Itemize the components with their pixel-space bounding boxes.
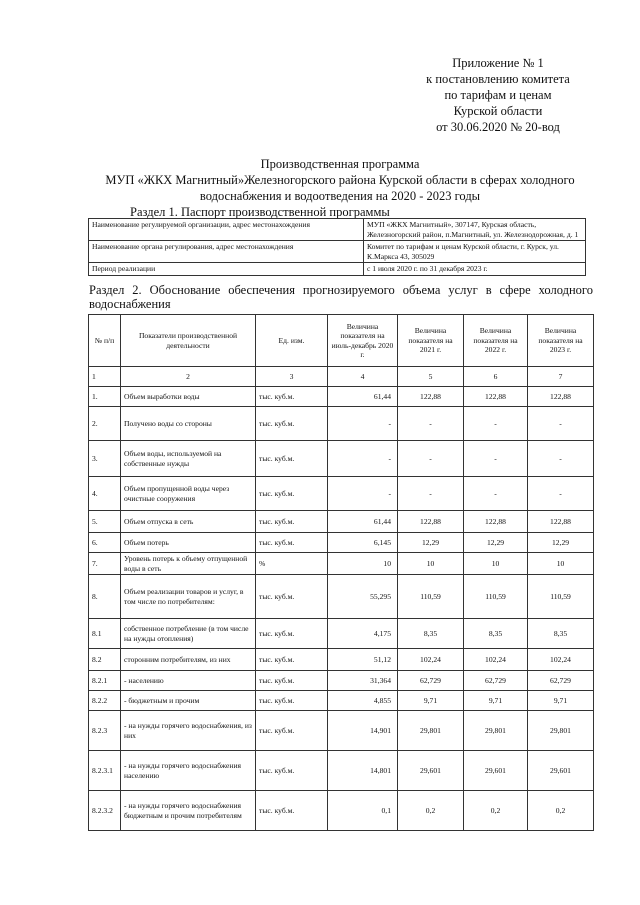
document-title — [60, 156, 620, 204]
indicator-name: - на нужды горячего водоснабжения бюджетным и прочим потребителям — [121, 791, 256, 831]
column-number: 7 — [528, 367, 594, 387]
table-row — [89, 533, 594, 553]
value-cell: 12,29 — [528, 533, 594, 553]
value-cell: 62,729 — [528, 671, 594, 691]
unit-cell: тыс. куб.м. — [256, 407, 328, 441]
production-table — [88, 314, 594, 831]
title-line: МУП «ЖКХ Магнитный»Железногорского района Курской области в сферах холодного — [105, 173, 575, 187]
unit-cell: % — [256, 553, 328, 575]
unit-cell: тыс. куб.м. — [256, 477, 328, 511]
header-cell: Показатели производственной деятельности — [121, 315, 256, 367]
value-cell: 9,71 — [528, 691, 594, 711]
value-cell: - — [528, 477, 594, 511]
appendix-line: по тарифам и ценам — [444, 88, 552, 102]
table-row — [89, 407, 594, 441]
column-number: 3 — [256, 367, 328, 387]
unit-cell: тыс. куб.м. — [256, 387, 328, 407]
value-cell: 102,24 — [464, 649, 528, 671]
value-cell: 9,71 — [464, 691, 528, 711]
value-cell: 102,24 — [398, 649, 464, 671]
value-cell: 8,35 — [528, 619, 594, 649]
header-cell: Величина показателя на 2021 г. — [398, 315, 464, 367]
value-cell: 0,1 — [328, 791, 398, 831]
appendix-block — [398, 55, 598, 135]
value-cell: 12,29 — [464, 533, 528, 553]
value-cell: - — [328, 441, 398, 477]
value-cell: 8,35 — [464, 619, 528, 649]
value-cell: 122,88 — [398, 511, 464, 533]
value-cell: 29,801 — [528, 711, 594, 751]
title-line: водоснабжения и водоотведения на 2020 - 2023 годы — [199, 189, 481, 203]
header-cell: Ед. изм. — [256, 315, 328, 367]
value-cell: - — [464, 477, 528, 511]
indicator-name: - на нужды горячего водоснабжения населению — [121, 751, 256, 791]
value-cell: 8,35 — [398, 619, 464, 649]
unit-cell: тыс. куб.м. — [256, 649, 328, 671]
passport-table — [88, 218, 586, 276]
value-cell: 14,901 — [328, 711, 398, 751]
value-cell: 62,729 — [464, 671, 528, 691]
appendix-line: от 30.06.2020 № 20-вод — [436, 120, 560, 134]
table-row — [89, 477, 594, 511]
value-cell: 0,2 — [464, 791, 528, 831]
value-cell: 6,145 — [328, 533, 398, 553]
column-number: 6 — [464, 367, 528, 387]
row-number: 8.2.2 — [89, 691, 121, 711]
table-row — [89, 751, 594, 791]
unit-cell: тыс. куб.м. — [256, 511, 328, 533]
row-number: 8.2.3 — [89, 711, 121, 751]
value-cell: 10 — [528, 553, 594, 575]
passport-value: с 1 июля 2020 г. по 31 декабря 2023 г. — [364, 263, 586, 276]
value-cell: - — [528, 407, 594, 441]
table-row — [89, 441, 594, 477]
header-cell: Величина показателя на 2023 г. — [528, 315, 594, 367]
section1-heading: Раздел 1. Паспорт производственной программы — [130, 205, 390, 219]
row-number: 3. — [89, 441, 121, 477]
value-cell: - — [398, 477, 464, 511]
value-cell: 29,801 — [398, 711, 464, 751]
value-cell: 31,364 — [328, 671, 398, 691]
indicator-name: собственное потребление (в том числе на нужды отопления) — [121, 619, 256, 649]
value-cell: 29,601 — [398, 751, 464, 791]
row-number: 8.2.1 — [89, 671, 121, 691]
value-cell: - — [528, 441, 594, 477]
passport-value: Комитет по тарифам и ценам Курской области, г. Курск, ул. К.Маркса 43, 305029 — [364, 241, 586, 263]
value-cell: 61,44 — [328, 387, 398, 407]
value-cell: - — [328, 407, 398, 441]
value-cell: 10 — [328, 553, 398, 575]
appendix-line: Курской области — [453, 104, 543, 118]
table-row — [89, 387, 594, 407]
value-cell: 110,59 — [528, 575, 594, 619]
value-cell: 4,855 — [328, 691, 398, 711]
row-number: 8. — [89, 575, 121, 619]
unit-cell: тыс. куб.м. — [256, 575, 328, 619]
unit-cell: тыс. куб.м. — [256, 711, 328, 751]
passport-row — [89, 263, 586, 276]
table-row — [89, 791, 594, 831]
appendix-line: к постановлению комитета — [426, 72, 570, 86]
table-row — [89, 649, 594, 671]
value-cell: - — [328, 477, 398, 511]
table-row — [89, 671, 594, 691]
passport-label: Наименование органа регулирования, адрес местонахождения — [89, 241, 364, 263]
value-cell: 110,59 — [464, 575, 528, 619]
row-number: 2. — [89, 407, 121, 441]
indicator-name: Уровень потерь к объему отпущенной воды в сеть — [121, 553, 256, 575]
value-cell: 55,295 — [328, 575, 398, 619]
value-cell: - — [398, 441, 464, 477]
indicator-name: - населению — [121, 671, 256, 691]
indicator-name: - бюджетным и прочим — [121, 691, 256, 711]
table-body — [89, 387, 594, 831]
value-cell: - — [398, 407, 464, 441]
row-number: 8.1 — [89, 619, 121, 649]
indicator-name: сторонним потребителям, из них — [121, 649, 256, 671]
row-number: 5. — [89, 511, 121, 533]
value-cell: 122,88 — [528, 511, 594, 533]
value-cell: - — [464, 407, 528, 441]
indicator-name: Объем реализации товаров и услуг, в том числе по потребителям: — [121, 575, 256, 619]
indicator-name: Получено воды со стороны — [121, 407, 256, 441]
header-row — [89, 315, 594, 367]
row-number: 8.2 — [89, 649, 121, 671]
column-number: 1 — [89, 367, 121, 387]
header-cell: Величина показателя на 2022 г. — [464, 315, 528, 367]
value-cell: 12,29 — [398, 533, 464, 553]
value-cell: 10 — [398, 553, 464, 575]
value-cell: 51,12 — [328, 649, 398, 671]
unit-cell: тыс. куб.м. — [256, 619, 328, 649]
value-cell: - — [464, 441, 528, 477]
column-number: 5 — [398, 367, 464, 387]
row-number: 7. — [89, 553, 121, 575]
unit-cell: тыс. куб.м. — [256, 751, 328, 791]
value-cell: 122,88 — [464, 387, 528, 407]
table-row — [89, 575, 594, 619]
table-row — [89, 619, 594, 649]
column-number: 4 — [328, 367, 398, 387]
value-cell: 61,44 — [328, 511, 398, 533]
value-cell: 9,71 — [398, 691, 464, 711]
value-cell: 102,24 — [528, 649, 594, 671]
section2-heading: Раздел 2. Обоснование обеспечения прогнозируемого объема услуг в сфере холодного водоснабжения — [89, 283, 593, 311]
row-number: 1. — [89, 387, 121, 407]
indicator-name: Объем пропущенной воды через очистные сооружения — [121, 477, 256, 511]
appendix-line: Приложение № 1 — [452, 56, 544, 70]
table-row — [89, 691, 594, 711]
table-row — [89, 711, 594, 751]
value-cell: 14,801 — [328, 751, 398, 791]
value-cell: 122,88 — [398, 387, 464, 407]
indicator-name: Объем потерь — [121, 533, 256, 553]
passport-row — [89, 219, 586, 241]
column-number: 2 — [121, 367, 256, 387]
passport-value: МУП «ЖКХ Магнитный», 307147, Курская область, Железногорский район, п.Магнитный, ул. Железнодорожная, д. 1 — [364, 219, 586, 241]
indicator-name: Объем отпуска в сеть — [121, 511, 256, 533]
value-cell: 29,801 — [464, 711, 528, 751]
row-number: 8.2.3.2 — [89, 791, 121, 831]
column-number-row — [89, 367, 594, 387]
value-cell: 10 — [464, 553, 528, 575]
row-number: 6. — [89, 533, 121, 553]
indicator-name: Объем выработки воды — [121, 387, 256, 407]
value-cell: 122,88 — [528, 387, 594, 407]
title-line: Производственная программа — [260, 157, 420, 171]
value-cell: 29,601 — [528, 751, 594, 791]
unit-cell: тыс. куб.м. — [256, 671, 328, 691]
value-cell: 0,2 — [398, 791, 464, 831]
row-number: 4. — [89, 477, 121, 511]
passport-label: Период реализации — [89, 263, 364, 276]
unit-cell: тыс. куб.м. — [256, 533, 328, 553]
header-cell: Величина показателя на июль-декабрь 2020 г. — [328, 315, 398, 367]
passport-label: Наименование регулируемой организации, адрес местонахождения — [89, 219, 364, 241]
indicator-name: Объем воды, используемой на собственные нужды — [121, 441, 256, 477]
table-row — [89, 553, 594, 575]
unit-cell: тыс. куб.м. — [256, 791, 328, 831]
value-cell: 4,175 — [328, 619, 398, 649]
passport-row — [89, 241, 586, 263]
value-cell: 122,88 — [464, 511, 528, 533]
indicator-name: - на нужды горячего водоснабжения, из них — [121, 711, 256, 751]
value-cell: 110,59 — [398, 575, 464, 619]
row-number: 8.2.3.1 — [89, 751, 121, 791]
header-cell: № п/п — [89, 315, 121, 367]
unit-cell: тыс. куб.м. — [256, 691, 328, 711]
table-row — [89, 511, 594, 533]
value-cell: 62,729 — [398, 671, 464, 691]
value-cell: 0,2 — [528, 791, 594, 831]
value-cell: 29,601 — [464, 751, 528, 791]
unit-cell: тыс. куб.м. — [256, 441, 328, 477]
